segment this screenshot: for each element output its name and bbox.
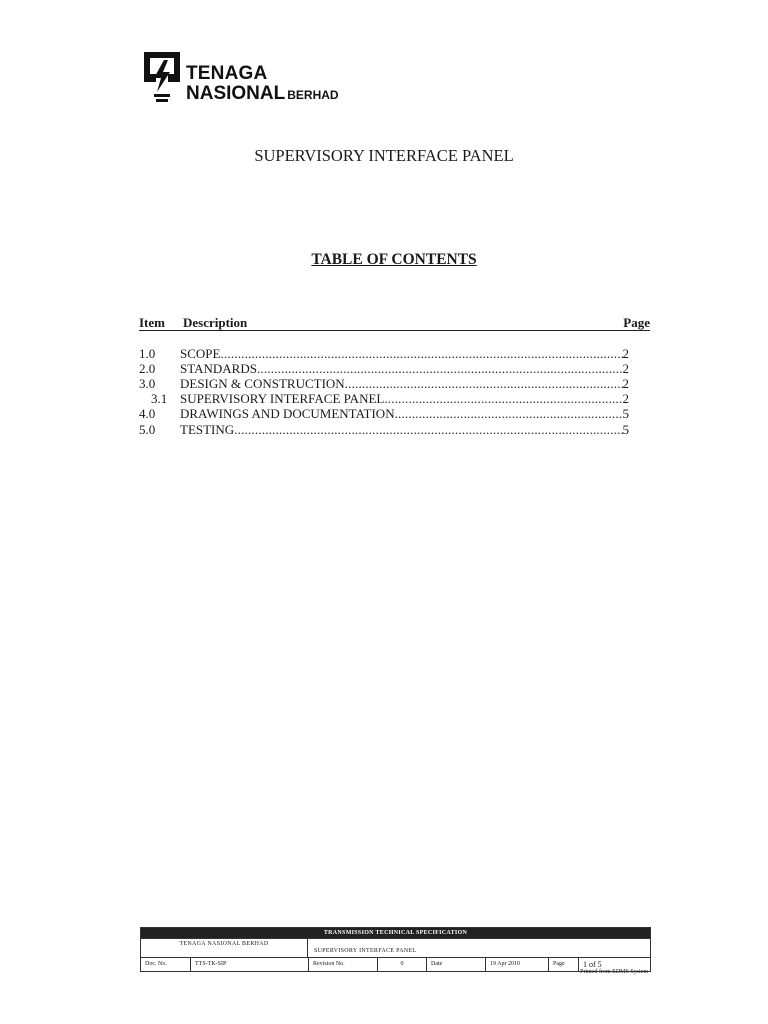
- toc-leader-dots: [345, 376, 623, 391]
- footer-page-label: Page: [549, 958, 579, 971]
- toc-row-page: 2: [622, 391, 629, 406]
- logo-wordmark: [186, 64, 339, 105]
- toc-row-scope[interactable]: [139, 346, 629, 361]
- toc-header-page: Page: [623, 315, 650, 330]
- toc-leader-dots: [257, 361, 623, 376]
- footer-revision-label: Revision No.: [309, 958, 378, 971]
- footer-doc-no-label: Doc. No.: [141, 958, 191, 971]
- toc-row-testing[interactable]: [139, 422, 629, 437]
- logo-line-1: TENAGA: [186, 63, 268, 84]
- footer-title-row: [141, 938, 650, 957]
- toc-leader-dots: [395, 406, 623, 421]
- logo-line-2: [186, 84, 339, 105]
- toc-leader-dots: [384, 391, 622, 406]
- toc-row-design-construction[interactable]: [139, 376, 629, 391]
- toc-header-item: Item: [139, 315, 165, 330]
- toc-row-page: 5: [622, 406, 629, 421]
- toc-row-standards[interactable]: [139, 361, 629, 376]
- footer-revision: 0: [378, 958, 427, 971]
- footer-meta-row: [141, 957, 650, 971]
- footer-date-label: Date: [427, 958, 486, 971]
- logo-line-3: BERHAD: [287, 88, 339, 102]
- document-footer: [140, 927, 651, 972]
- document-title: SUPERVISORY INTERFACE PANEL: [254, 146, 514, 165]
- toc-header-description: Description: [183, 315, 248, 330]
- toc-row-number: 3.0: [139, 376, 156, 391]
- toc-row-page: 2: [622, 346, 629, 361]
- toc-heading: TABLE OF CONTENTS: [311, 251, 477, 268]
- printed-note: Printed from EDMS System: [580, 969, 648, 975]
- toc-row-page: 2: [622, 376, 629, 391]
- toc-header: [139, 315, 650, 331]
- toc-row-drawings-documentation[interactable]: [139, 406, 629, 421]
- footer-doc-title: SUPERVISORY INTERFACE PANEL: [314, 948, 417, 954]
- toc-row-number: 4.0: [139, 406, 156, 421]
- toc-row-label: TESTING: [180, 422, 235, 437]
- footer-page: 1 of 5: [583, 960, 602, 969]
- toc-row-label: SCOPE: [180, 346, 221, 361]
- toc-row-page: 5: [622, 422, 629, 437]
- toc-row-number: 2.0: [139, 361, 156, 376]
- footer-doc-no: TTS-TK-SIP: [191, 958, 309, 971]
- toc-row-label: DRAWINGS AND DOCUMENTATION: [180, 406, 395, 421]
- toc-row-label: DESIGN & CONSTRUCTION: [180, 376, 345, 391]
- toc-row-supervisory-interface-panel[interactable]: [139, 391, 629, 406]
- footer-banner: TRANSMISSION TECHNICAL SPECIFICATION: [141, 928, 650, 938]
- toc-leader-dots: [234, 422, 622, 437]
- footer-company: TENAGA NASIONAL BERHAD: [141, 939, 308, 957]
- toc-leader-dots: [220, 346, 622, 361]
- toc-row-number: 5.0: [139, 422, 156, 437]
- toc-row-number: 1.0: [139, 346, 156, 361]
- toc-row-number: 3.1: [151, 391, 168, 406]
- toc-row-label: STANDARDS: [180, 361, 257, 376]
- logo-line-2-text: NASIONAL: [186, 83, 286, 104]
- footer-date: 19 Apr 2010: [486, 958, 549, 971]
- toc-row-page: 2: [622, 361, 629, 376]
- toc-row-label: SUPERVISORY INTERFACE PANEL: [180, 391, 385, 406]
- company-logo: [140, 48, 352, 116]
- tnb-logo-icon: [140, 48, 184, 108]
